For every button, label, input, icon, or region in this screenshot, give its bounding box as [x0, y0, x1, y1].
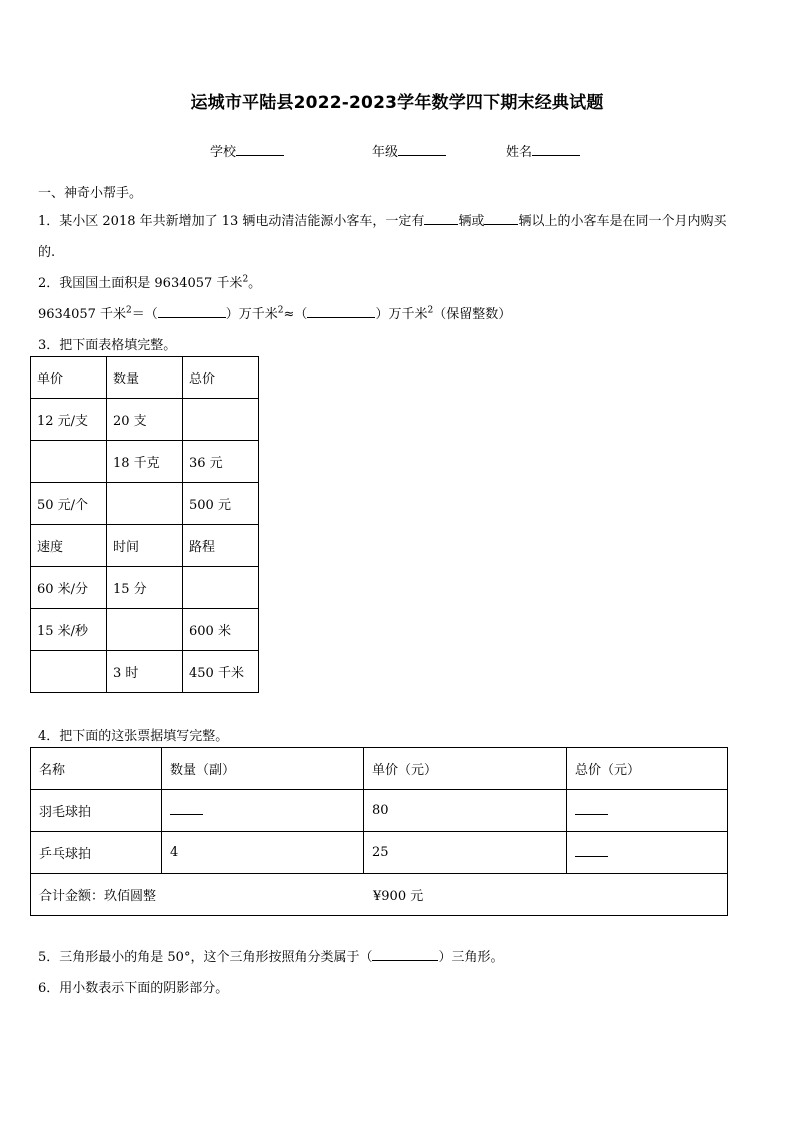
answer-blank[interactable]	[575, 802, 608, 815]
table-cell: 50 元/个	[31, 483, 107, 525]
question-2-line-1	[38, 272, 261, 291]
q2-text-d: ＝（	[131, 307, 158, 322]
table-row	[31, 525, 259, 567]
table-cell-blank[interactable]	[183, 399, 259, 441]
table-cell-blank[interactable]	[567, 832, 728, 874]
question-5-text	[38, 946, 503, 965]
q5-text-a: 5．三角形最小的角是 50°，这个三角形按照角分类属于（	[38, 950, 373, 965]
q2-text-a: 2．我国国土面积是 9634057 千米	[38, 276, 243, 291]
grade-label: 年级	[372, 145, 399, 160]
grade-blank[interactable]	[398, 143, 446, 156]
total-label: 合计金额：玖佰圆整	[39, 889, 157, 904]
q2-blank-2[interactable]	[307, 305, 375, 318]
table-cell: 路程	[183, 525, 259, 567]
header-cell: 总价（元）	[567, 748, 728, 790]
table-cell: 12 元/支	[31, 399, 107, 441]
q2-text-c: 9634057 千米	[38, 307, 127, 322]
table-row	[31, 874, 728, 916]
header-cell: 数量（副）	[162, 748, 364, 790]
table-row	[31, 357, 259, 399]
question-1-line-1	[38, 210, 726, 229]
q5-text-b: ）三角形。	[438, 950, 504, 965]
table-cell: 15 分	[107, 567, 183, 609]
total-value: ¥900 元	[373, 889, 424, 904]
name-blank[interactable]	[532, 143, 580, 156]
section-1-heading: 一、神奇小帮手。	[38, 186, 143, 201]
q2-sup-4: 2	[427, 305, 434, 316]
q5-blank[interactable]	[372, 948, 438, 961]
table-row	[31, 399, 259, 441]
table-row	[31, 651, 259, 693]
table-cell-blank[interactable]	[183, 567, 259, 609]
table-cell-blank[interactable]	[31, 441, 107, 483]
q2-sup-1: 2	[242, 274, 249, 285]
total-cell	[31, 874, 728, 916]
q2-text-h: （保留整数）	[433, 307, 512, 322]
school-label: 学校	[210, 145, 237, 160]
header-cell: 单价（元）	[364, 748, 567, 790]
table-cell: 数量	[107, 357, 183, 399]
header-cell: 名称	[31, 748, 162, 790]
q2-sup-2: 2	[126, 305, 132, 316]
table-cell: 时间	[107, 525, 183, 567]
q1-text-c: 辆以上的小客车是在同一个月内购买	[518, 214, 727, 229]
q4-receipt-table	[30, 747, 728, 916]
q3-table	[30, 356, 259, 693]
q2-text-e: ）万千米	[225, 307, 278, 322]
table-row	[31, 441, 259, 483]
table-cell: 速度	[31, 525, 107, 567]
answer-blank[interactable]	[575, 844, 608, 857]
table-cell: 总价	[183, 357, 259, 399]
table-cell-blank[interactable]	[162, 790, 364, 832]
table-cell: 600 米	[183, 609, 259, 651]
q2-sup-3: 2	[277, 305, 284, 316]
table-row	[31, 483, 259, 525]
question-6-text: 6．用小数表示下面的阴影部分。	[38, 981, 229, 996]
table-cell-blank[interactable]	[31, 651, 107, 693]
q1-blank-1[interactable]	[424, 212, 458, 225]
school-blank[interactable]	[236, 143, 284, 156]
q2-text-f: ≈（	[283, 307, 308, 322]
table-cell: 单价	[31, 357, 107, 399]
table-cell: 4	[162, 832, 364, 874]
table-cell: 20 支	[107, 399, 183, 441]
table-cell-blank[interactable]	[107, 483, 183, 525]
name-label: 姓名	[506, 145, 533, 160]
question-3-text: 3．把下面表格填完整。	[38, 338, 177, 353]
page-title: 运城市平陆县2022-2023学年数学四下期末经典试题	[190, 93, 604, 113]
table-row	[31, 790, 728, 832]
table-cell: 500 元	[183, 483, 259, 525]
table-row	[31, 567, 259, 609]
table-cell: 60 米/分	[31, 567, 107, 609]
q1-blank-2[interactable]	[484, 212, 518, 225]
q1-text-b: 辆或	[458, 214, 485, 229]
q2-text-g: ）万千米	[375, 307, 428, 322]
table-cell-blank[interactable]	[567, 790, 728, 832]
table-cell: 80	[364, 790, 567, 832]
q2-text-b: 。	[248, 276, 262, 291]
name-field	[506, 141, 580, 160]
table-cell: 25	[364, 832, 567, 874]
q2-blank-1[interactable]	[158, 305, 226, 318]
table-cell: 15 米/秒	[31, 609, 107, 651]
q1-text-a: 1．某小区 2018 年共新增加了 13 辆电动清洁能源小客车，一定有	[38, 214, 425, 229]
question-4-text: 4．把下面的这张票据填写完整。	[38, 729, 229, 744]
answer-blank[interactable]	[170, 802, 203, 815]
table-row	[31, 832, 728, 874]
table-cell: 3 时	[107, 651, 183, 693]
question-2-line-2	[38, 303, 511, 322]
table-cell: 乒乓球拍	[31, 832, 162, 874]
table-row	[31, 609, 259, 651]
table-cell: 450 千米	[183, 651, 259, 693]
school-field	[210, 141, 284, 160]
table-cell: 18 千克	[107, 441, 183, 483]
table-row	[31, 748, 728, 790]
table-cell: 羽毛球拍	[31, 790, 162, 832]
table-cell-blank[interactable]	[107, 609, 183, 651]
grade-field	[372, 141, 446, 160]
question-1-line-2: 的.	[38, 245, 56, 260]
table-cell: 36 元	[183, 441, 259, 483]
